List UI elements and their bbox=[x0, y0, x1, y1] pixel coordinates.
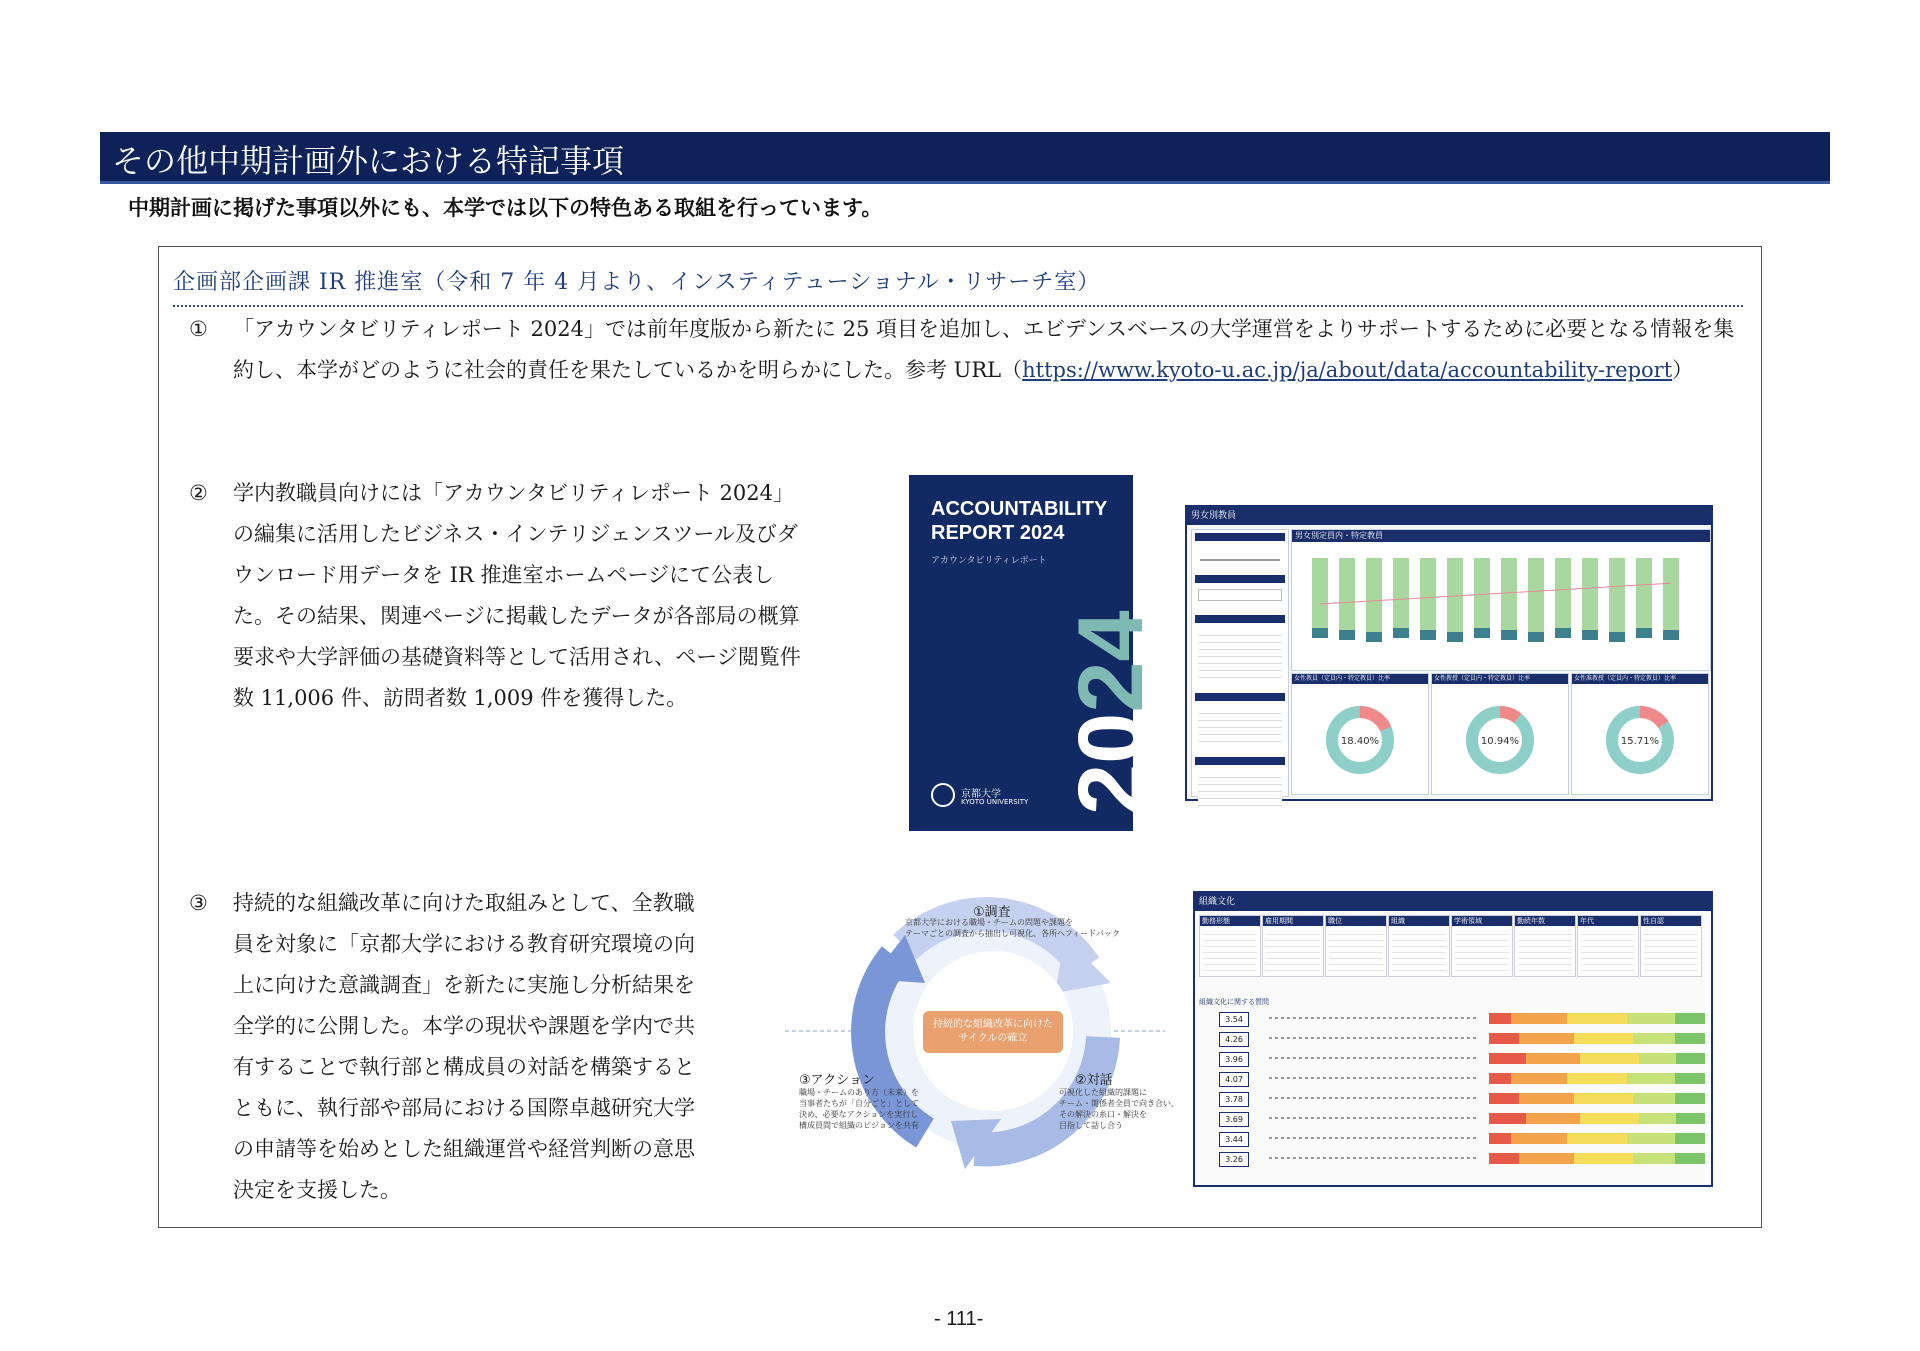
cycle-action-desc-2: 当事者たちが「自分ごと」として bbox=[799, 1099, 919, 1108]
item-3-line: 有することで執行部と構成員の対話を構築すると bbox=[233, 1055, 695, 1079]
item-3-text bbox=[233, 883, 793, 1211]
bar-segment-upper bbox=[1555, 558, 1571, 628]
filter-column[interactable] bbox=[1577, 915, 1639, 977]
cycle-center-line1: 持続的な組織改革に向けた bbox=[933, 1019, 1053, 1030]
cover-subtitle: アカウンタビリティレポート bbox=[931, 556, 1047, 566]
bar-segment-lower bbox=[1366, 632, 1382, 642]
bar-chart-svg bbox=[1292, 542, 1708, 668]
item-1-text bbox=[233, 309, 1743, 391]
bar-chart-title: 男女別定員内・特定教員 bbox=[1292, 530, 1710, 542]
report-cover-image bbox=[909, 475, 1162, 831]
item-3-number: ③ bbox=[189, 891, 208, 915]
bar-segment-upper bbox=[1339, 558, 1355, 630]
bar-segment-upper bbox=[1582, 558, 1598, 630]
donut-card-1 bbox=[1291, 673, 1429, 795]
bar-segment-upper bbox=[1636, 558, 1652, 628]
page-number: - 111- bbox=[934, 1308, 984, 1330]
cycle-survey-desc-1: 京都大学における職場・チームの問題や課題を bbox=[905, 918, 1073, 927]
section-header bbox=[100, 132, 1830, 184]
cycle-arrows bbox=[785, 907, 1165, 1207]
item-1-close: ） bbox=[1672, 358, 1694, 382]
bar-segment-lower bbox=[1420, 630, 1436, 640]
cycle-dialogue-desc-2: チーム・関係者全員で向き合い、 bbox=[1059, 1099, 1179, 1108]
score-value: 3.96 bbox=[1219, 1052, 1249, 1067]
cover-title-line1: ACCOUNTABILITY bbox=[931, 498, 1108, 520]
item-3-line: 持続的な組織改革に向けた取組みとして、全教職 bbox=[233, 891, 695, 915]
bar-segment-lower bbox=[1447, 632, 1463, 642]
bar-segment-lower bbox=[1555, 628, 1571, 638]
university-logo-icon bbox=[931, 783, 955, 807]
cycle-dialogue-desc-1: 可視化した組織的課題に bbox=[1059, 1088, 1147, 1097]
bar-segment-upper bbox=[1474, 558, 1490, 628]
bar-segment-lower bbox=[1663, 630, 1679, 640]
cover-year-b: 24 bbox=[1060, 610, 1162, 713]
heatmap-row bbox=[1199, 1129, 1709, 1147]
bar-segment-lower bbox=[1609, 632, 1625, 642]
score-value: 3.26 bbox=[1219, 1152, 1249, 1167]
section-subtitle: 中期計画に掲げた事項以外にも、本学では以下の特色ある取組を行っています。 bbox=[128, 197, 883, 220]
filter-label: 年代 bbox=[1578, 916, 1638, 926]
bar-segment-lower bbox=[1393, 628, 1409, 638]
heatmap-row bbox=[1199, 1029, 1709, 1047]
donut-card-2 bbox=[1431, 673, 1569, 795]
cycle-center-line2: サイクルの確立 bbox=[958, 1033, 1028, 1044]
dashboard2-heatmap bbox=[1199, 1009, 1709, 1175]
cycle-label-survey: ①調査 bbox=[973, 905, 1011, 920]
heatmap-row bbox=[1199, 1089, 1709, 1107]
item-2-number: ② bbox=[189, 481, 208, 505]
filter-column[interactable] bbox=[1451, 915, 1513, 977]
heatmap-row bbox=[1199, 1049, 1709, 1067]
filter-column[interactable] bbox=[1262, 915, 1324, 977]
bar-segment-lower bbox=[1501, 630, 1517, 640]
cycle-survey-desc bbox=[905, 917, 1120, 939]
filter-column[interactable] bbox=[1388, 915, 1450, 977]
cycle-dialogue-desc bbox=[1059, 1087, 1179, 1131]
item-2-line: の編集に活用したビジネス・インテリジェンスツール及びダ bbox=[233, 522, 798, 546]
item-3-line: の申請等を始めとした組織運営や経営判断の意思 bbox=[233, 1137, 695, 1161]
cycle-dialogue-desc-4: 目指して話し合う bbox=[1059, 1121, 1123, 1130]
donut-value-1: 18.40% bbox=[1340, 736, 1380, 747]
cycle-action-desc-4: 構成員間で組織のビジョンを共有 bbox=[799, 1121, 919, 1130]
donut-row bbox=[1291, 673, 1709, 795]
item-3-line: 員を対象に「京都大学における教育研究環境の向 bbox=[233, 932, 695, 956]
cover-year bbox=[1059, 610, 1164, 815]
filter-panel bbox=[1191, 529, 1289, 797]
bar-segment-upper bbox=[1420, 558, 1436, 630]
cycle-center-box bbox=[923, 1011, 1063, 1053]
cycle-label-action: ③アクション bbox=[799, 1073, 876, 1088]
donut-card-3 bbox=[1571, 673, 1709, 795]
donut-value-3: 15.71% bbox=[1620, 736, 1660, 747]
bar-segment-upper bbox=[1663, 558, 1679, 630]
bar-segment-lower bbox=[1636, 628, 1652, 638]
bar-segment-lower bbox=[1528, 632, 1544, 642]
dashboard2-section-title: 組織文化に関する質問 bbox=[1199, 998, 1269, 1006]
score-value: 3.44 bbox=[1219, 1132, 1249, 1147]
heatmap-row bbox=[1199, 1009, 1709, 1027]
filter-label: 学術領域 bbox=[1452, 916, 1512, 926]
filter-label: 組織 bbox=[1389, 916, 1449, 926]
cover-title bbox=[931, 497, 1107, 545]
filter-label: 雇用期間 bbox=[1263, 916, 1323, 926]
bar-segment-upper bbox=[1528, 558, 1544, 632]
bar-segment-upper bbox=[1312, 558, 1328, 628]
organizational-cycle-diagram bbox=[785, 905, 1179, 1207]
cover-university-en: KYOTO UNIVERSITY bbox=[961, 798, 1029, 806]
bar-segment-upper bbox=[1609, 558, 1625, 632]
bar-segment-upper bbox=[1447, 558, 1463, 632]
cycle-action-desc bbox=[799, 1087, 919, 1131]
box-title: 企画部企画課 IR 推進室（令和 7 年 4 月より、インスティテューショナル・リサーチ室） bbox=[173, 265, 1743, 307]
item-3-line: 上に向けた意識調査」を新たに実施し分析結果を bbox=[233, 973, 695, 997]
bar-segment-upper bbox=[1366, 558, 1382, 632]
filter-label: 勤務形態 bbox=[1200, 916, 1260, 926]
gender-dashboard-screenshot bbox=[1185, 505, 1713, 801]
content-box bbox=[158, 246, 1762, 1228]
bar-segment-upper bbox=[1501, 558, 1517, 630]
bar-segment-lower bbox=[1312, 628, 1328, 638]
bar-segment-upper bbox=[1393, 558, 1409, 628]
donut-value-2: 10.94% bbox=[1480, 736, 1520, 747]
cycle-dialogue-desc-3: その解決の糸口・解決を bbox=[1059, 1110, 1147, 1119]
item-3-line: ともに、執行部や部局における国際卓越研究大学 bbox=[233, 1096, 695, 1120]
dashboard2-header bbox=[1195, 893, 1711, 911]
filter-column[interactable] bbox=[1640, 915, 1702, 977]
bar-segment-lower bbox=[1339, 630, 1355, 640]
filter-label: 性自認 bbox=[1641, 916, 1701, 926]
donut-2 bbox=[1432, 684, 1568, 792]
cycle-action-desc-1: 職場・チームのあり方（未来）を bbox=[799, 1088, 919, 1097]
donut-1 bbox=[1292, 684, 1428, 792]
item-2-line: 学内教職員向けには「アカウンタビリティレポート 2024」 bbox=[233, 481, 794, 505]
filter-column[interactable] bbox=[1199, 915, 1261, 977]
heatmap-row bbox=[1199, 1109, 1709, 1127]
stacked-bar-chart bbox=[1291, 529, 1711, 671]
score-value: 3.69 bbox=[1219, 1112, 1249, 1127]
dashboard2-title: 組織文化 bbox=[1199, 897, 1236, 907]
item-2-line: ウンロード用データを IR 推進室ホームページにて公表し bbox=[233, 563, 775, 587]
filter-column[interactable] bbox=[1514, 915, 1576, 977]
donut-3 bbox=[1572, 684, 1708, 792]
bar-segment-lower bbox=[1582, 630, 1598, 640]
heatmap-row bbox=[1199, 1069, 1709, 1087]
filter-label: 職位 bbox=[1326, 916, 1386, 926]
cycle-action-desc-3: 決め、必要なアクションを実行し bbox=[799, 1110, 919, 1119]
score-value: 3.78 bbox=[1219, 1092, 1249, 1107]
cycle-survey-desc-2: テーマごとの調査から抽出し可視化、各所へフィードバック bbox=[905, 929, 1120, 938]
dashboard2-filters bbox=[1199, 915, 1707, 977]
cover-title-line2: REPORT 2024 bbox=[931, 522, 1065, 544]
cover-year-a: 20 bbox=[1060, 712, 1162, 815]
filter-column[interactable] bbox=[1325, 915, 1387, 977]
dashboard1-header bbox=[1187, 507, 1711, 525]
item-1-body: 「アカウンタビリティレポート 2024」では前年度版から新たに 25 項目を追加し、エビデンスベースの大学運営をよりサポートするために必要となる情報を集約し、本学がどのように社会的責任を果たしているかを明らかにした。参考 URL（ bbox=[233, 317, 1735, 382]
item-2-text bbox=[233, 473, 913, 719]
dashboard1-title: 男女別教員 bbox=[1191, 511, 1237, 521]
score-value: 4.07 bbox=[1219, 1072, 1249, 1087]
item-3-line: 決定を支援した。 bbox=[233, 1178, 401, 1202]
score-value: 3.54 bbox=[1219, 1012, 1249, 1027]
donut-title-2: 女性教授（定員内・特定教員）比率 bbox=[1432, 674, 1568, 684]
filter-label: 勤続年数 bbox=[1515, 916, 1575, 926]
bar-segment-lower bbox=[1474, 628, 1490, 638]
culture-dashboard-screenshot bbox=[1193, 891, 1713, 1187]
item-2-line: た。その結果、関連ページに掲載したデータが各部局の概算 bbox=[233, 604, 800, 628]
item-2-line: 数 11,006 件、訪問者数 1,009 件を獲得した。 bbox=[233, 686, 688, 710]
score-value: 4.26 bbox=[1219, 1032, 1249, 1047]
heatmap-row bbox=[1199, 1149, 1709, 1167]
item-3-line: 全学的に公開した。本学の現状や課題を学内で共 bbox=[233, 1014, 695, 1038]
reference-link[interactable]: https://www.kyoto-u.ac.jp/ja/about/data/accountability-report bbox=[1022, 358, 1673, 382]
donut-title-1: 女性教員（定員内・特定教員）比率 bbox=[1292, 674, 1428, 684]
item-1-number: ① bbox=[189, 317, 208, 341]
donut-title-3: 女性准教授（定員内・特定教員）比率 bbox=[1572, 674, 1708, 684]
item-2-line: 要求や大学評価の基礎資料等として活用され、ページ閲覧件 bbox=[233, 645, 801, 669]
section-title: その他中期計画外における特記事項 bbox=[112, 142, 625, 180]
cycle-label-dialogue: ②対話 bbox=[1075, 1073, 1113, 1088]
cover-university-jp: 京都大学 bbox=[961, 789, 1001, 800]
